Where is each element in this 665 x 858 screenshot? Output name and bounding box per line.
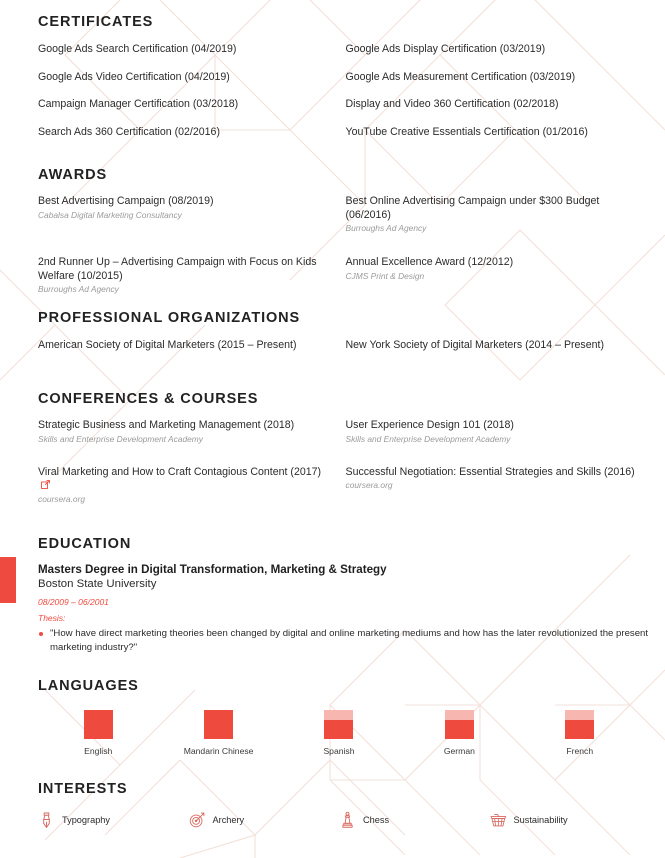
education-degree: Masters Degree in Digital Transformation, Marketing & Strategy: [38, 563, 387, 576]
certificate-title: Search Ads 360 Certification (02/2016): [38, 125, 220, 138]
award-title: 2nd Runner Up – Advertising Campaign with Focus on Kids Welfare (10/2015): [38, 256, 317, 282]
award-organization: CJMS Print & Design: [345, 270, 425, 281]
conference-row: [38, 466, 653, 505]
award-organization: Burroughs Ad Agency: [38, 284, 119, 294]
conference-title: User Experience Design 101 (2018): [345, 419, 514, 431]
organization-title: New York Society of Digital Marketers (2014 – Present): [345, 339, 604, 351]
language-proficiency-meter: [565, 710, 594, 739]
certificate-entry: [38, 126, 346, 140]
certificate-entry: [346, 126, 654, 140]
interests-heading: INTERESTS: [38, 781, 128, 797]
language-proficiency-meter: [204, 710, 233, 739]
language-proficiency-fill: [204, 710, 233, 739]
language-proficiency-meter: [84, 710, 113, 739]
organization-title: American Society of Digital Marketers (2015 – Present): [38, 339, 297, 351]
interest-label: Chess: [363, 815, 390, 825]
education-thesis-item: "How have direct marketing theories been changed by digital and online marketing mediums and how has the later revolutionized the present marketing industry?": [38, 627, 653, 654]
archery-target-icon: [189, 811, 206, 829]
award-entry: [346, 256, 654, 295]
languages-heading: LANGUAGES: [38, 678, 139, 694]
certificates-heading: CERTIFICATES: [38, 14, 154, 30]
certificate-row: [38, 71, 653, 85]
award-entry: [38, 256, 346, 295]
award-title: Best Advertising Campaign (08/2019): [38, 195, 214, 207]
language-proficiency-fill: [84, 710, 113, 739]
certificate-entry: [346, 98, 654, 112]
certificate-row: [38, 98, 653, 112]
language-item: [158, 710, 278, 756]
language-label: Spanish: [323, 746, 355, 756]
language-item: [279, 710, 399, 756]
education-section: [38, 536, 653, 654]
certificate-title: Google Ads Video Certification (04/2019): [38, 70, 230, 83]
language-label: German: [443, 746, 475, 756]
language-proficiency-fill: [324, 720, 353, 739]
award-entry: [38, 195, 346, 234]
education-thesis-label: Thesis:: [38, 613, 66, 623]
conference-provider: coursera.org: [345, 480, 393, 490]
conference-provider: Skills and Enterprise Development Academy: [38, 433, 203, 444]
education-entry: [38, 562, 653, 654]
certificate-title: Campaign Manager Certification (03/2018): [38, 98, 239, 110]
interest-label: Archery: [212, 815, 245, 825]
certificate-row: [38, 43, 653, 57]
education-school: Boston State University: [38, 578, 157, 590]
certificate-title: Google Ads Search Certification (04/2019): [38, 43, 237, 55]
language-proficiency-fill: [445, 720, 474, 739]
language-label: Mandarin Chinese: [183, 746, 254, 756]
organization-entry: [38, 339, 346, 353]
certificate-title: YouTube Creative Essentials Certification (01/2016): [345, 125, 588, 138]
interests-section: [38, 781, 653, 829]
award-row: [38, 256, 653, 295]
organization-entry: [346, 339, 654, 353]
languages-list: [38, 710, 640, 756]
professional-organizations-section: [38, 310, 653, 353]
chess-piece-icon: [339, 811, 356, 829]
interests-list: [38, 811, 640, 829]
award-organization: Cabalsa Digital Marketing Consultancy: [38, 209, 182, 220]
certificate-entry: [38, 43, 346, 57]
language-proficiency-meter: [324, 710, 353, 739]
certificate-title: Google Ads Display Certification (03/2019): [345, 43, 546, 55]
award-title: Best Online Advertising Campaign under $300 Budget (06/2016): [345, 195, 600, 221]
award-title: Annual Excellence Award (12/2012): [345, 256, 514, 268]
interest-label: Typography: [62, 815, 111, 825]
certificate-title: Display and Video 360 Certification (02/2018): [345, 98, 559, 110]
external-link-icon[interactable]: [41, 480, 50, 489]
certificate-row: [38, 126, 653, 140]
conference-entry: [38, 419, 346, 445]
award-entry: [346, 195, 654, 234]
conference-title: Successful Negotiation: Essential Strategies and Skills (2016): [345, 465, 635, 478]
certificate-entry: [346, 71, 654, 85]
education-thesis-list: [38, 627, 653, 654]
conference-provider: coursera.org: [38, 493, 86, 504]
organization-row: [38, 339, 653, 353]
conference-provider: Skills and Enterprise Development Academy: [345, 433, 511, 444]
education-accent-bar: [0, 557, 16, 603]
certificates-section: [38, 14, 653, 139]
conference-row: [38, 419, 653, 445]
education-heading: EDUCATION: [38, 536, 132, 552]
certificate-entry: [38, 71, 346, 85]
language-label: English: [84, 746, 113, 756]
interest-item: [38, 811, 189, 829]
language-item: [38, 710, 158, 756]
conference-entry: [346, 466, 654, 505]
awards-section: [38, 167, 653, 295]
conference-entry: [38, 466, 346, 505]
certificate-title: Google Ads Measurement Certification (03/2019): [345, 70, 576, 83]
professional-organizations-heading: PROFESSIONAL ORGANIZATIONS: [38, 310, 301, 326]
conference-title: Strategic Business and Marketing Management (2018): [38, 419, 295, 431]
language-item: [520, 710, 640, 756]
conference-entry: [346, 419, 654, 445]
calligraphy-pen-icon: [38, 811, 55, 829]
award-organization: Burroughs Ad Agency: [345, 223, 427, 233]
language-proficiency-meter: [445, 710, 474, 739]
language-label: French: [566, 746, 594, 756]
language-item: [399, 710, 519, 756]
language-proficiency-fill: [565, 720, 594, 739]
certificate-entry: [346, 43, 654, 57]
conference-title-with-link: [38, 466, 332, 493]
conferences-courses-section: [38, 391, 653, 505]
award-row: [38, 195, 653, 234]
conference-title: Viral Marketing and How to Craft Contagious Content (2017): [38, 465, 322, 478]
conferences-courses-heading: CONFERENCES & COURSES: [38, 391, 259, 407]
interest-item: [339, 811, 490, 829]
interest-label: Sustainability: [513, 815, 568, 825]
interest-item: [490, 811, 641, 829]
interest-item: [189, 811, 340, 829]
certificate-entry: [38, 98, 346, 112]
languages-section: [38, 678, 653, 756]
education-dates: 08/2009 – 06/2001: [38, 597, 109, 607]
recycle-basket-icon: [490, 811, 507, 829]
awards-heading: AWARDS: [38, 167, 108, 183]
